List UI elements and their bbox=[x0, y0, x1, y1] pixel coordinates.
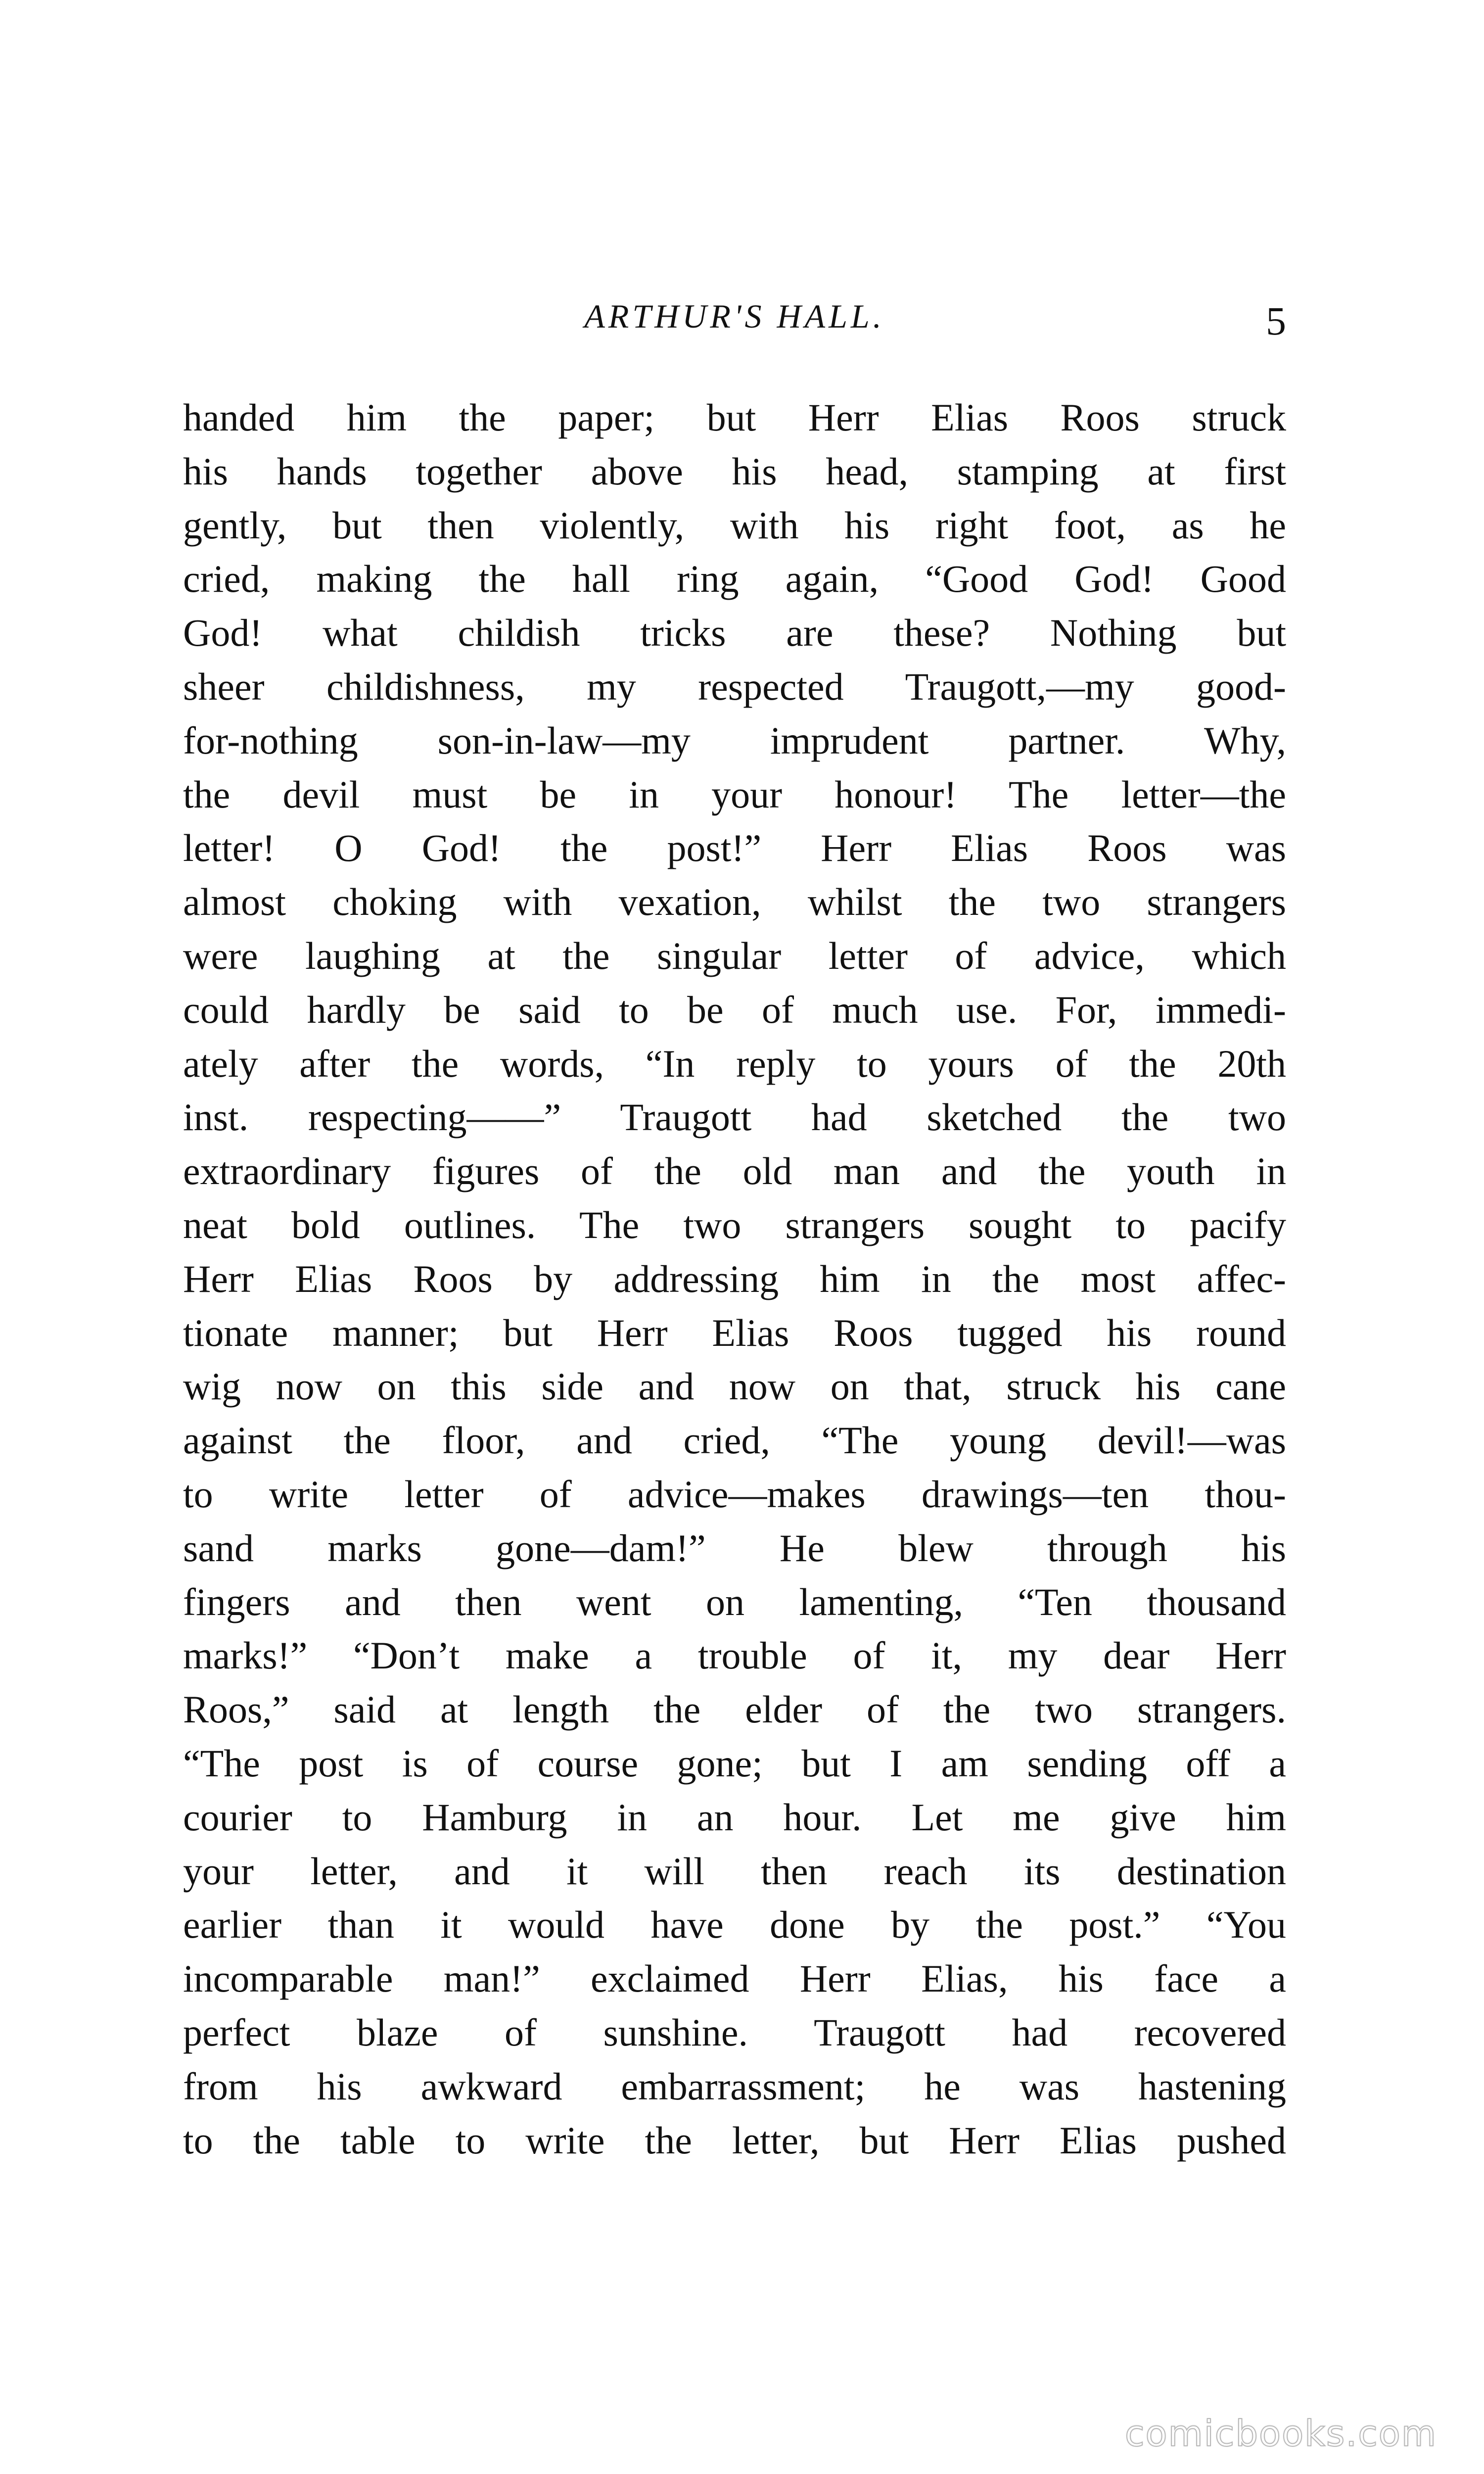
text-line: neat bold outlines. The two strangers sought to pacify bbox=[183, 1203, 1286, 1246]
text-line: were laughing at the singular letter of advice, which bbox=[183, 934, 1286, 977]
text-line: fingers and then went on lamenting, “Ten thousand bbox=[183, 1580, 1286, 1623]
text-line: marks!” “Don’t make a trouble of it, my dear Herr bbox=[183, 1634, 1286, 1677]
text-line: handed him the paper; but Herr Elias Roos struck bbox=[183, 396, 1286, 439]
text-line: your letter, and it will then reach its destination bbox=[183, 1849, 1286, 1893]
body-text bbox=[183, 391, 1286, 2167]
text-line: Herr Elias Roos by addressing him in the most affec- bbox=[183, 1257, 1286, 1300]
text-line: incomparable man!” exclaimed Herr Elias, his face a bbox=[183, 1957, 1286, 2000]
text-line: against the floor, and cried, “The young devil!—was bbox=[183, 1419, 1286, 1462]
text-line: the devil must be in your honour! The letter—the bbox=[183, 772, 1286, 816]
text-line: wig now on this side and now on that, struck his cane bbox=[183, 1365, 1286, 1408]
text-line: letter! O God! the post!” Herr Elias Roos was bbox=[183, 826, 1286, 870]
text-line: tionate manner; but Herr Elias Roos tugged his round bbox=[183, 1311, 1286, 1354]
text-line: sand marks gone—dam!” He blew through his bbox=[183, 1526, 1286, 1570]
page-number: 5 bbox=[1266, 298, 1286, 343]
text-line: perfect blaze of sunshine. Traugott had recovered bbox=[183, 2010, 1286, 2054]
text-line: from his awkward embarrassment; he was hastening bbox=[183, 2064, 1286, 2108]
watermark: comicbooks.com bbox=[1124, 2413, 1437, 2454]
text-line: sheer childishness, my respected Traugott,—my good- bbox=[183, 665, 1286, 708]
text-line: courier to Hamburg in an hour. Let me give him bbox=[183, 1795, 1286, 1839]
text-line: extraordinary figures of the old man and the youth in bbox=[183, 1149, 1286, 1193]
text-line: almost choking with vexation, whilst the two strangers bbox=[183, 880, 1286, 924]
text-line: inst. respecting——” Traugott had sketched the two bbox=[183, 1095, 1286, 1139]
text-line: earlier than it would have done by the post.” “You bbox=[183, 1903, 1286, 1947]
text-line: cried, making the hall ring again, “Good God! Good bbox=[183, 557, 1286, 601]
text-line: ately after the words, “In reply to yours of the 20th bbox=[183, 1042, 1286, 1085]
page-header bbox=[183, 297, 1286, 351]
text-line: Roos,” said at length the elder of the two strangers. bbox=[183, 1688, 1286, 1731]
text-line: could hardly be said to be of much use. For, immedi- bbox=[183, 988, 1286, 1031]
text-line: for-nothing son-in-law—my imprudent partner. Why, bbox=[183, 718, 1286, 762]
text-line: God! what childish tricks are these? Nothing but bbox=[183, 611, 1286, 655]
text-line: gently, but then violently, with his right foot, as he bbox=[183, 503, 1286, 547]
text-line: to the table to write the letter, but Herr Elias pushed bbox=[183, 2118, 1286, 2162]
text-line: “The post is of course gone; but I am sending off a bbox=[183, 1741, 1286, 1785]
text-line: to write letter of advice—makes drawings—ten thou- bbox=[183, 1472, 1286, 1516]
text-line: his hands together above his head, stamping at first bbox=[183, 449, 1286, 493]
running-title: ARTHUR'S HALL. bbox=[584, 297, 885, 335]
